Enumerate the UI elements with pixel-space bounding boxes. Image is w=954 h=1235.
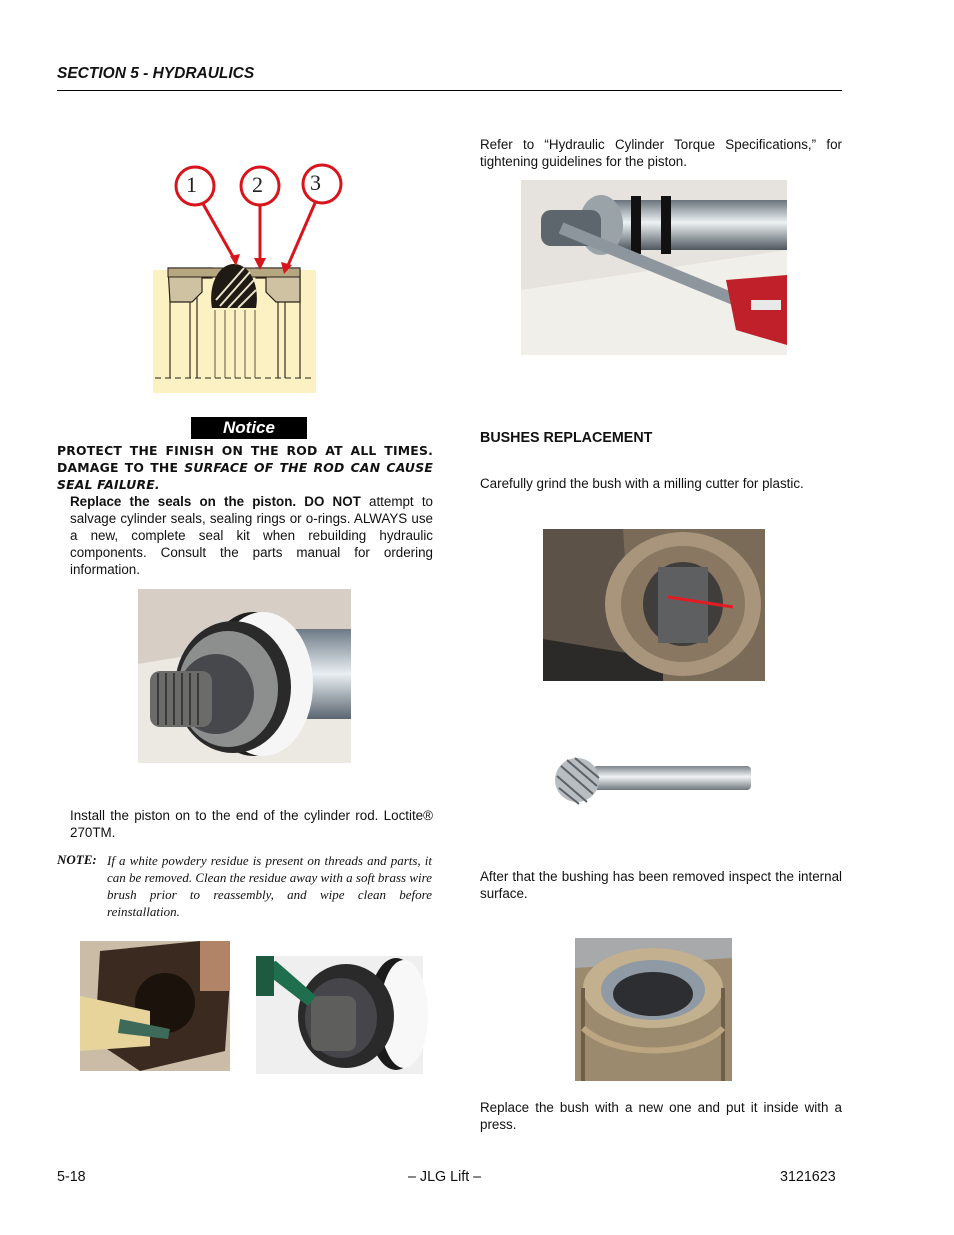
loctite-nut-photo [80, 941, 230, 1071]
footer-center: – JLG Lift – [408, 1169, 482, 1185]
loctite-piston-photo [256, 956, 423, 1074]
bushes-replacement-heading: BUSHES REPLACEMENT [480, 430, 653, 446]
bush-bore-photo [543, 529, 765, 681]
notice-text-bold: PROTECT THE FINISH ON THE ROD AT ALL TIMES. DAMAGE TO THE [57, 443, 433, 475]
piston-seals-photo [138, 589, 351, 763]
note-label: NOTE: [57, 852, 97, 867]
callout-3: 3 [310, 170, 321, 195]
notice-text-italic: SURFACE OF THE ROD CAN CAUSE SEAL FAILURE. [57, 460, 433, 492]
torque-wrench-photo [521, 180, 787, 355]
callout-2: 2 [252, 172, 263, 197]
milling-cutter-photo [553, 754, 753, 808]
replace-bush-paragraph: Replace the bush with a new one and put it inside with a press. [480, 1100, 842, 1132]
piston-seal-diagram [150, 160, 321, 393]
document-number: 3121623 [780, 1169, 836, 1185]
bushing-removed-photo [575, 938, 732, 1081]
install-piston-paragraph: Install the piston on to the end of the cylinder rod. Loctite® 270TM. [70, 808, 433, 840]
notice-text [57, 442, 433, 493]
replace-seals-text: attempt to salvage cylinder seals, sealing rings or o-rings. ALWAYS use a new, complete seal kit when rebuilding hydraulic components. Consult the parts manual for ordering information. [70, 494, 433, 577]
section-title: SECTION 5 - HYDRAULICS [57, 65, 255, 82]
page-number: 5-18 [57, 1169, 86, 1185]
note-text: If a white powdery residue is present on threads and parts, it can be removed. Clean the residue away with a soft brass wire brush prior to reassembly, and wipe clean before reinstallation. [107, 853, 432, 919]
grind-bush-paragraph: Carefully grind the bush with a milling cutter for plastic. [480, 476, 804, 491]
notice-badge: Notice [191, 417, 307, 439]
torque-reference-paragraph: Refer to “Hydraulic Cylinder Torque Specifications,” for tightening guidelines for the piston. [480, 137, 842, 169]
header-divider [57, 90, 842, 91]
inspect-surface-paragraph: After that the bushing has been removed inspect the internal surface. [480, 869, 842, 901]
replace-seals-bold: Replace the seals on the piston. DO NOT [70, 494, 361, 509]
callout-1: 1 [186, 172, 197, 197]
replace-seals-paragraph [70, 493, 433, 578]
